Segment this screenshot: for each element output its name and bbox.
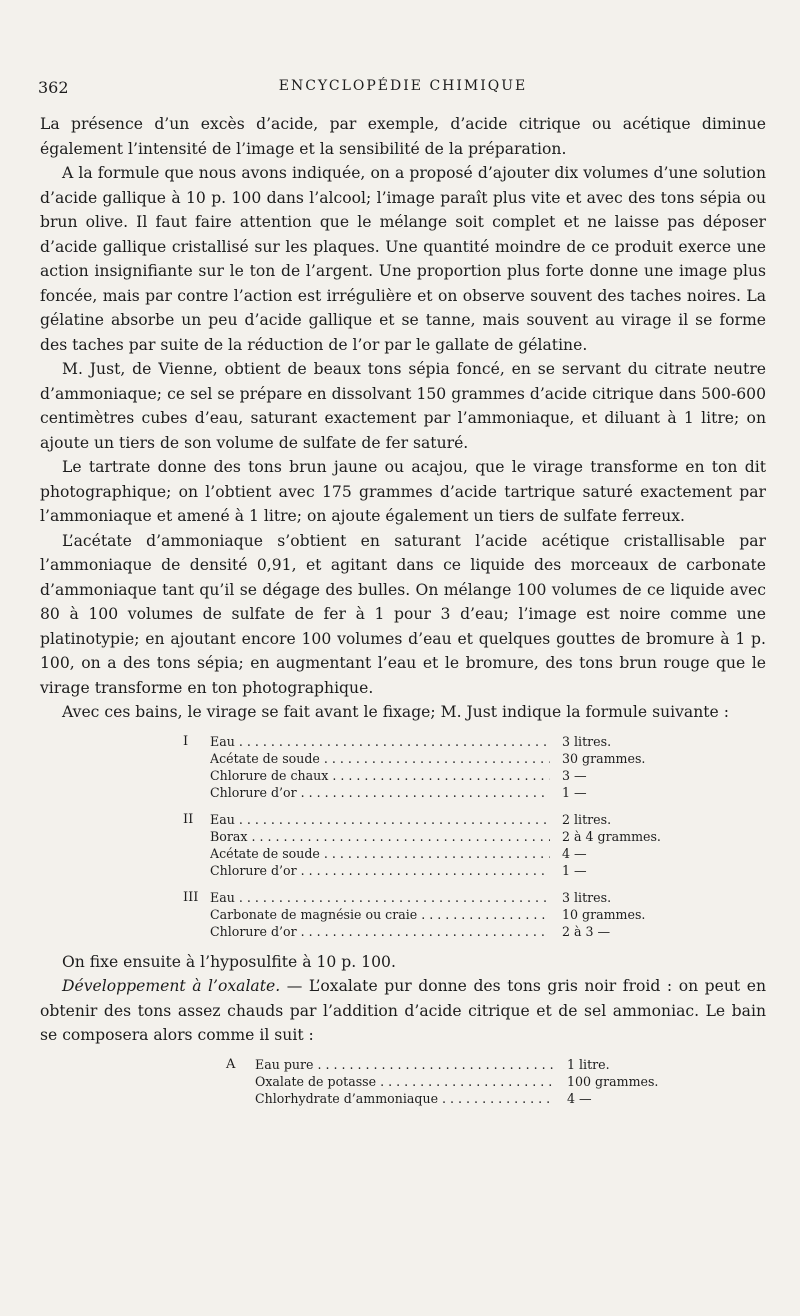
paragraph: Avec ces bains, le virage se fait avant le fixage; M. Just indique la formule suivante : xyxy=(62,703,729,721)
formula-row xyxy=(210,906,770,923)
formula-row xyxy=(210,811,770,828)
quantity: 3 litres. xyxy=(562,889,612,905)
paragraph: A la formule que nous avons indiquée, on a proposé d’ajouter dix volumes d’une solution d’acide gallique à 10 p. 100 dans l’alcool; l’image paraît plus vite et avec des tons sépia ou brun olive. Il faut faire attention que le mélange soit complet et ne laisse pas déposer d’acide gallique cristallisé sur les plaques. Une quantité moindre de ce produit exerce une action insignifiante sur le ton de l’argent. Une proportion plus forte donne une image plus foncée, mais par contre l’action est irrégulière et on observe souvent des taches noires. La gélatine absorbe un peu d’acide gallique et se tanne, mais souvent au virage il se forme des taches par suite de la réduction de l’or par le gallate de gélatine. xyxy=(40,164,766,354)
quantity: 2 à 4 grammes. xyxy=(562,828,661,844)
formula-row xyxy=(210,750,770,767)
ingredient: Oxalate de potasse . . . xyxy=(255,1073,555,1090)
quantity: 3 litres. xyxy=(562,733,612,749)
ingredient: Acétate de soude . . . xyxy=(210,845,550,862)
quantity: 30 grammes. xyxy=(562,750,646,766)
formula-row xyxy=(210,733,770,750)
ingredient: Eau pure . . . xyxy=(255,1056,555,1073)
formula-row xyxy=(210,923,770,940)
ingredient: Chlorure d’or . . . xyxy=(210,784,550,801)
formula-label: I xyxy=(183,733,189,749)
ingredient: Eau . . . xyxy=(210,733,550,750)
formula-row xyxy=(210,828,770,845)
ingredient: Carbonate de magnésie ou craie . . . xyxy=(210,906,550,923)
ingredient: Borax . . . xyxy=(210,828,550,845)
page-number: 362 xyxy=(38,78,69,97)
formula-block xyxy=(40,733,766,940)
quantity: 4 — xyxy=(562,845,587,861)
paragraph: Le tartrate donne des tons brun jaune ou acajou, que le virage transforme en ton dit photographique; on l’obtient avec 175 grammes d’acide tartrique saturé exactement par l’ammoniaque et amené à 1 litre; on ajoute également un tiers de sulfate ferreux. xyxy=(40,458,766,525)
quantity: 1 litre. xyxy=(567,1056,610,1072)
paragraph xyxy=(40,974,766,1048)
ingredient: Acétate de soude . . . xyxy=(210,750,550,767)
paragraph: M. Just, de Vienne, obtient de beaux tons sépia foncé, en se servant du citrate neutre d’ammoniaque; ce sel se prépare en dissolvant 150 grammes d’acide citrique dans 500-600 centimètres cubes d’eau, saturant exactement par l’ammoniaque, et diluant à 1 litre; on ajoute un tiers de son volume de sulfate de fer saturé. xyxy=(40,360,766,452)
ingredient: Eau . . . xyxy=(210,889,550,906)
formula-label: III xyxy=(183,889,199,905)
formula-row xyxy=(210,889,770,906)
running-head: ENCYCLOPÉDIE CHIMIQUE xyxy=(278,78,528,94)
quantity: 2 litres. xyxy=(562,811,612,827)
quantity: 3 — xyxy=(562,767,587,783)
paragraph: On fixe ensuite à l’hyposulfite à 10 p. 100. xyxy=(62,952,396,971)
quantity: 4 — xyxy=(567,1090,592,1106)
formula-row xyxy=(255,1056,800,1073)
quantity: 2 à 3 — xyxy=(562,923,611,939)
formula-ii xyxy=(40,811,766,879)
formula-label: A xyxy=(226,1056,236,1072)
ingredient: Chlorure de chaux . . . xyxy=(210,767,550,784)
section-title: Développement à l’oxalate. xyxy=(62,977,281,995)
body-text xyxy=(40,112,766,1117)
ingredient: Chlorure d’or . . . xyxy=(210,923,550,940)
quantity: 1 — xyxy=(562,784,587,800)
quantity: 100 grammes. xyxy=(567,1073,659,1089)
formula-row xyxy=(210,845,770,862)
formula-iii xyxy=(40,889,766,940)
formula-a xyxy=(40,1056,766,1107)
formula-label: II xyxy=(183,811,194,827)
ingredient: Chlorure d’or . . . xyxy=(210,862,550,879)
formula-row xyxy=(210,784,770,801)
ingredient: Eau . . . xyxy=(210,811,550,828)
paragraph: L’acétate d’ammoniaque s’obtient en saturant l’acide acétique cristallisable par l’ammoniaque de densité 0,91, et agitant dans ce liquide des morceaux de carbonate d’ammoniaque tant qu’il se dégage des bulles. On mélange 100 volumes de ce liquide avec 80 à 100 volumes de sulfate de fer à 1 pour 3 d’eau; l’image est noire comme une platinotypie; en ajoutant encore 100 volumes d’eau et quelques gouttes de bromure à 1 p. 100, on a des tons sépia; en augmentant l’eau et le bromure, des tons brun rouge que le virage transforme en ton photographique. xyxy=(40,531,766,697)
quantity: 1 — xyxy=(562,862,587,878)
formula-block xyxy=(40,1056,766,1107)
formula-row xyxy=(255,1073,800,1090)
formula-row xyxy=(210,862,770,879)
formula-row xyxy=(210,767,770,784)
paragraph: La présence d’un excès d’acide, par exemple, d’acide citrique ou acétique diminue également l’intensité de l’image et la sensibilité de la préparation. xyxy=(40,115,766,158)
quantity: 10 grammes. xyxy=(562,906,646,922)
formula-row xyxy=(255,1090,800,1107)
paragraph-text: — L’oxalate pur donne des tons gris noir froid : on peut en obtenir des tons assez chauds par l’addition d’acide citrique et de sel ammoniac. Le bain se composera alors comme il suit : xyxy=(40,977,766,1044)
ingredient: Chlorhydrate d’ammoniaque . . . xyxy=(255,1090,555,1107)
page-header xyxy=(38,78,768,106)
formula-i xyxy=(40,733,766,801)
